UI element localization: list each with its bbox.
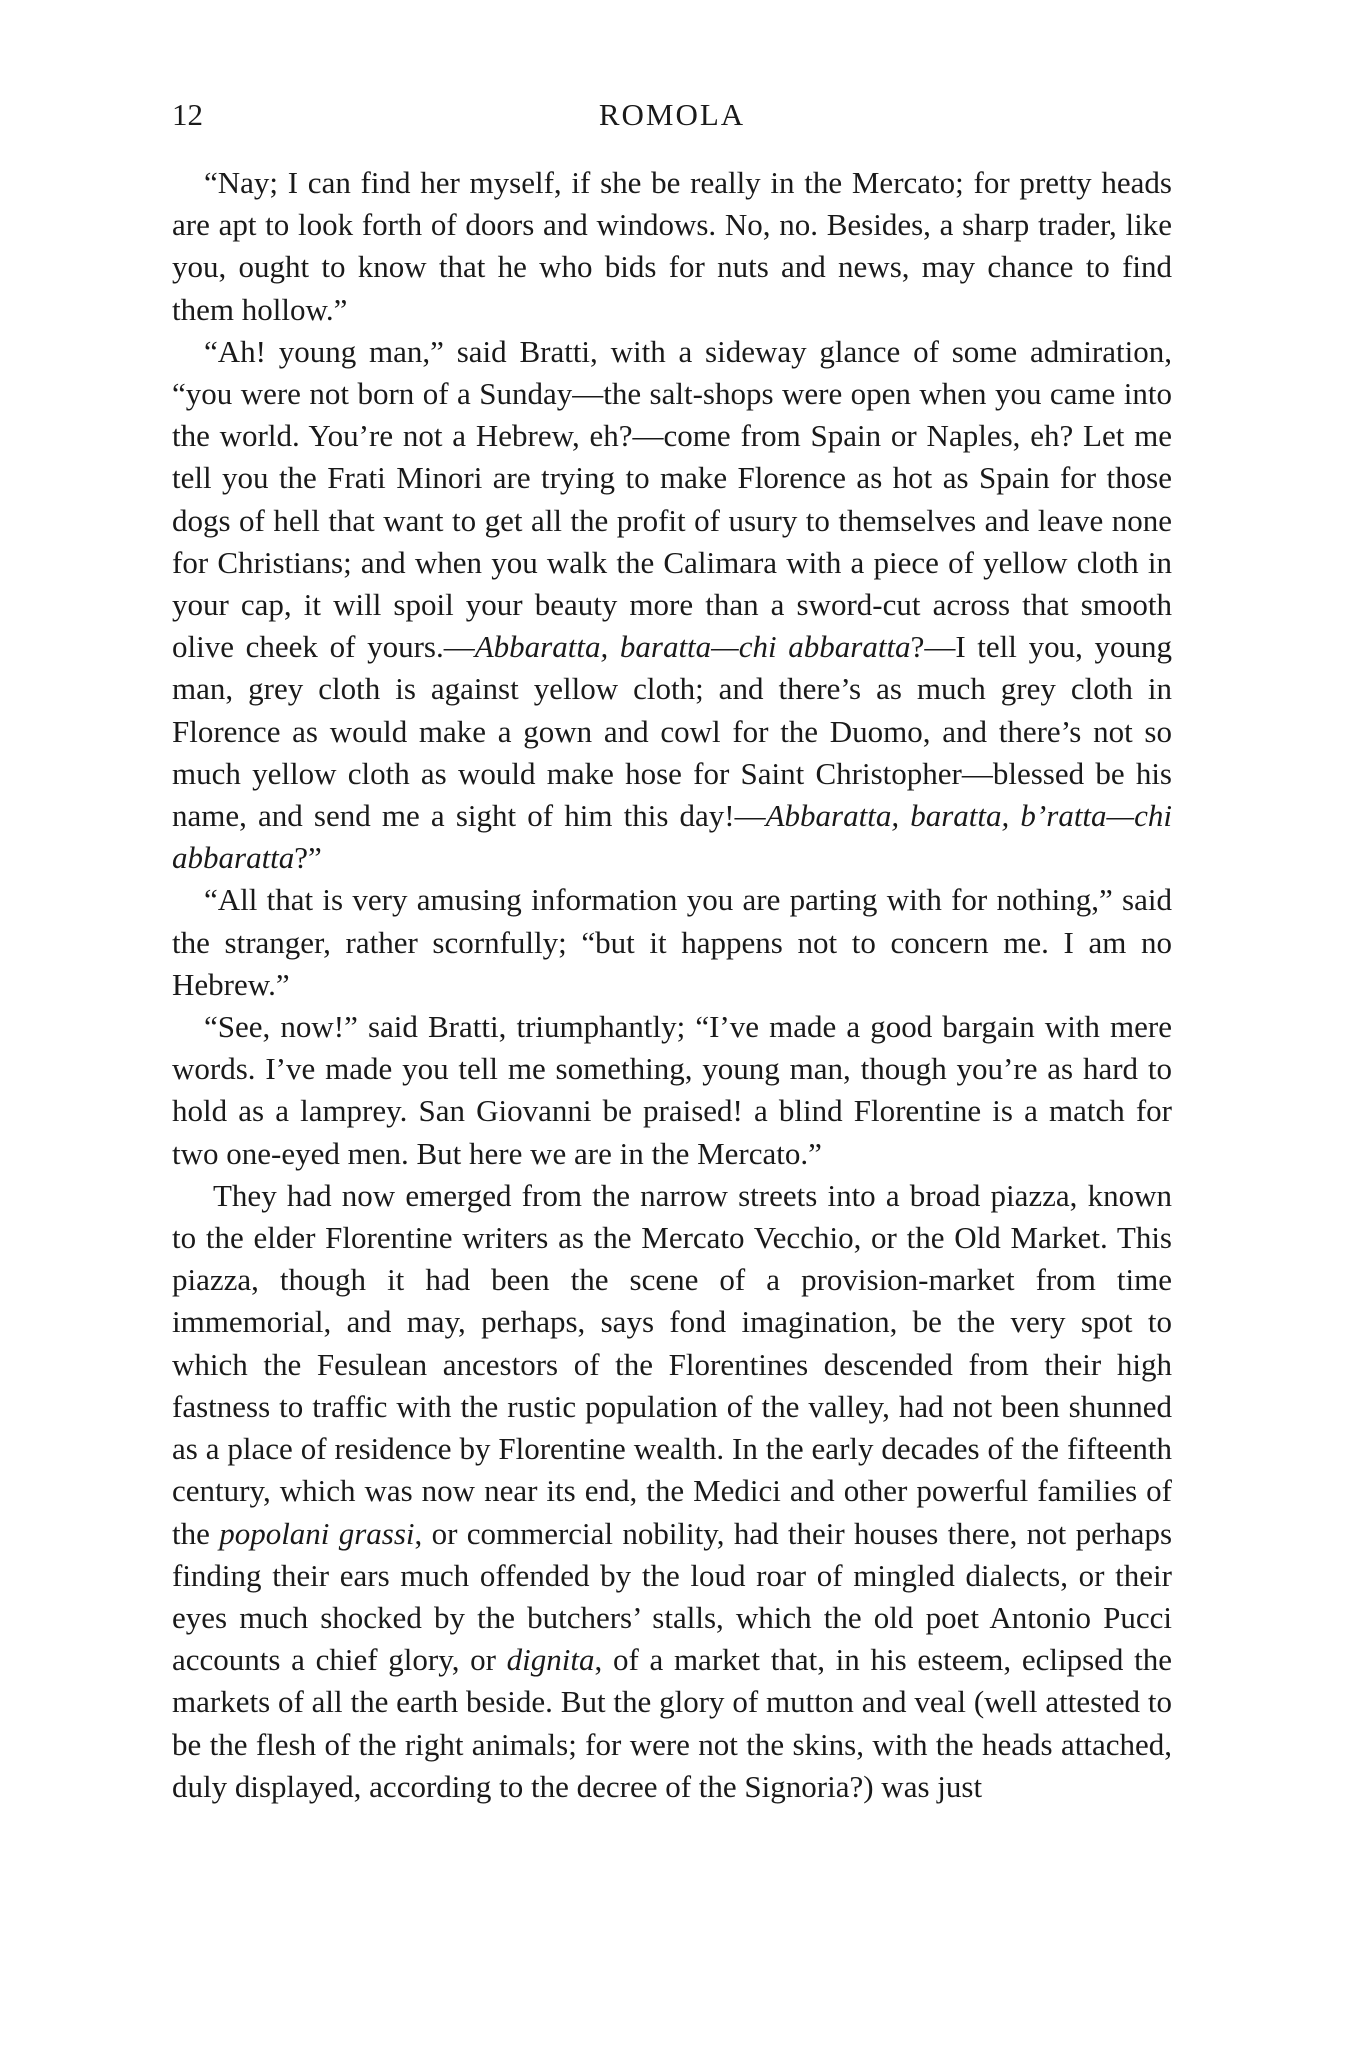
running-header bbox=[172, 95, 1172, 135]
italic-run: popolani grassi bbox=[219, 1515, 415, 1551]
italic-run: dignita bbox=[506, 1642, 595, 1678]
text-run: , or commercial nobility, had their houses there, not perhaps finding their ears much offended by the loud roar of mingled dialects, or their eyes much shocked by the butchers’ stalls, which the old poet Antonio Pucci accounts a chief glory, or bbox=[172, 1515, 1173, 1678]
italic-run: Abbaratta, baratta, b’ratta—chi abbaratta bbox=[172, 798, 1172, 876]
text-run: “See, now!” said Bratti, triumphantly; “I’ve made a good bargain with mere words. I’ve made you tell me something, young man, though you’re as hard to hold as a lamprey. San Giovanni be praised! a blind Florentine is a match for two one-eyed men. But here we are in the Mercato.” bbox=[172, 1009, 1172, 1171]
paragraph bbox=[172, 162, 1172, 331]
book-title: ROMOLA bbox=[598, 97, 746, 132]
paragraph bbox=[172, 1175, 1172, 1808]
paragraph bbox=[172, 879, 1172, 1006]
text-run: They had now emerged from the narrow streets into a broad piazza, known to the elder Florentine writers as the Mercato Vecchio, or the Old Market. This piazza, though it had been the scene of a provision-market from time immemorial, and may, perhaps, says fond imagination, be the very spot to which the Fesulean ancestors of the Florentines descended from their high fastness to traffic with the rustic population of the valley, had not been shunned as a place of residence by Florentine wealth. In the early decades of the fifteenth century, which was now near its end, the Medici and other powerful families of the bbox=[172, 1177, 1172, 1551]
text-run: “All that is very amusing information you are parting with for nothing,” said the stranger, rather scornfully; “but it happens not to concern me. I am no Hebrew.” bbox=[172, 882, 1172, 1002]
text-run: “Nay; I can find her myself, if she be really in the Mercato; for pretty heads are apt to look forth of doors and windows. No, no. Besides, a sharp trader, like you, ought to know that he who bids for nuts and news, may chance to find them hollow.” bbox=[172, 165, 1172, 327]
page-number: 12 bbox=[172, 97, 203, 132]
text-run: , of a market that, in his esteem, eclipsed the markets of all the earth beside. But the glory of mutton and veal (well attested to be the flesh of the right animals; for were not the skins, with the heads attached, duly displayed, according to the decree of the Signoria?) was just bbox=[172, 1642, 1172, 1804]
body-text bbox=[172, 162, 1172, 1808]
text-run: “Ah! young man,” said Bratti, with a sideway glance of some admiration, “you were not born of a Sunday—the salt-shops were open when you came into the world. You’re not a Hebrew, eh?—come from Spain or Naples, eh? Let me tell you the Frati Minori are trying to make Florence as hot as Spain for those dogs of hell that want to get all the profit of usury to themselves and leave none for Christians; and when you walk the Calimara with a piece of yellow cloth in your cap, it will spoil your beauty more than a sword-cut across that smooth olive cheek of yours.— bbox=[172, 333, 1172, 665]
text-run: ?” bbox=[294, 840, 322, 876]
paragraph bbox=[172, 331, 1172, 880]
paragraph bbox=[172, 1006, 1172, 1175]
italic-run: Abbaratta, baratta—chi abbaratta bbox=[474, 629, 911, 665]
text-run: ?—I tell you, young man, grey cloth is against yellow cloth; and there’s as much grey cloth in Florence as would make a gown and cowl for the Duomo, and there’s not so much yellow cloth as would make hose for Saint Christopher—blessed be his name, and send me a sight of him this day!— bbox=[172, 629, 1172, 834]
